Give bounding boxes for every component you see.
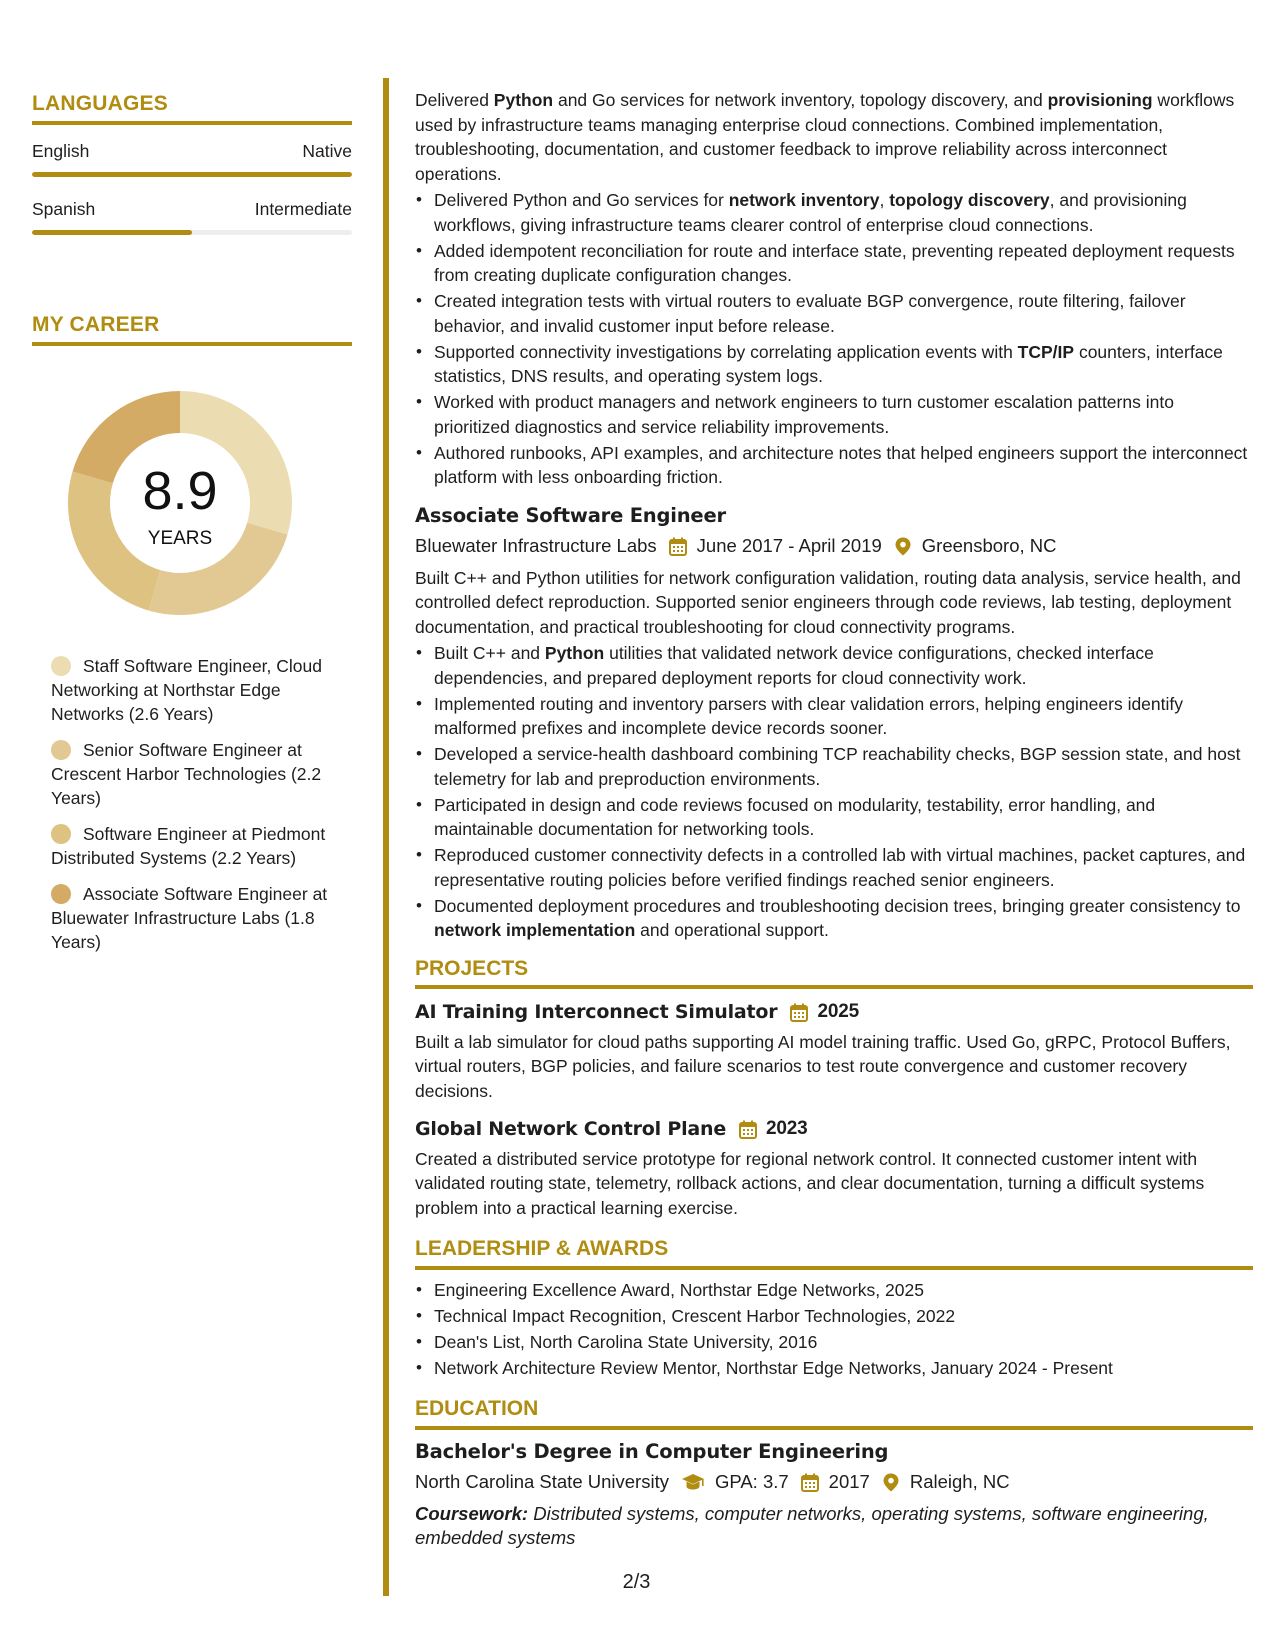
legend-item [51,882,341,954]
job-bullets [415,188,1253,490]
job-summary: Built C++ and Python utilities for network configuration validation, routing data analysis, service health, and controlled defect reproduction. Supported senior engineers through code reviews, lab testing, deployment documentation, and practical troubleshooting for cloud connectivity programs. [415,567,1241,637]
job-meta [415,534,1253,559]
location-pin-icon [882,1473,900,1492]
company-name: Bluewater Infrastructure Labs [415,535,657,556]
main-content [415,88,1253,1550]
calendar-icon [801,1473,819,1492]
bullet-item: • Worked with product managers and network engineers to turn customer escalation patterns into prioritized diagnostics and service reliability improvements. [415,390,1253,439]
awards-list [415,1278,1253,1381]
bullet-item: • Built C++ and Python utilities that validated network device configurations, checked interface dependencies, and prepared deployment reports for cloud connectivity work. [415,641,1253,690]
legend-item [51,822,341,870]
graduation-year: 2017 [828,1471,870,1492]
legend-dot [51,884,71,904]
legend-label: Staff Software Engineer, Cloud Networking at Northstar Edge Networks (2.6 Years) [51,656,322,724]
calendar-icon [669,537,687,556]
bullet-item: • Participated in design and code reviews focused on modularity, testability, error handling, and maintainable documentation for networking tools. [415,793,1253,842]
language-proficiency-fill [32,230,192,235]
project-title: Global Network Control Plane [415,1118,727,1140]
graduation-cap-icon [681,1473,705,1492]
education-heading: EDUCATION [415,1397,1253,1430]
language-proficiency-bar [32,172,352,177]
career-heading: MY CAREER [32,313,352,346]
column-divider [383,78,389,1596]
job-title: Associate Software Engineer [415,503,726,527]
legend-dot [51,740,71,760]
bullet-item: • Delivered Python and Go services for network inventory, topology discovery, and provisioning workflows, giving infrastructure teams clearer control of enterprise cloud connections. [415,188,1253,237]
projects-heading: PROJECTS [415,957,1253,990]
gpa: GPA: 3.7 [714,1471,789,1492]
education-meta [415,1470,1253,1495]
coursework [415,1502,1253,1550]
school-name: North Carolina State University [415,1471,669,1492]
legend-label: Associate Software Engineer at Bluewater Infrastructure Labs (1.8 Years) [51,884,328,952]
coursework-label: Coursework: [415,1502,529,1524]
legend-label: Software Engineer at Piedmont Distributed Systems (2.2 Years) [51,824,326,868]
language-proficiency-bar [32,230,352,235]
language-english [32,141,352,177]
page-number-text: 2/3 [622,1571,651,1593]
calendar-icon [739,1120,757,1139]
project-year: 2023 [766,1118,808,1139]
project-description: Created a distributed service prototype for regional network control. It connected customer intent with validated routing state, telemetry, rollback actions, and clear documentation, turning a difficult systems problem into a practical learning exercise. [415,1148,1205,1218]
coursework-list: Distributed systems, computer networks, operating systems, software engineering, embedded systems [415,1502,1209,1548]
bullet-item: • Authored runbooks, API examples, and architecture notes that helped engineers support the interconnect platform with less onboarding friction. [415,441,1253,490]
language-proficiency-fill [32,172,352,177]
location-pin-icon [894,537,912,556]
language-name: English [32,141,90,161]
award-item: • Network Architecture Review Mentor, Northstar Edge Networks, January 2024 - Present [415,1356,1253,1381]
sidebar [32,92,352,966]
career-total-years: 8.9 [142,461,218,521]
legend-dot [51,824,71,844]
degree-title: Bachelor's Degree in Computer Engineering [415,1439,889,1463]
project-year: 2025 [817,1001,859,1022]
job-location: Greensboro, NC [921,535,1057,556]
award-item: • Dean's List, North Carolina State University, 2016 [415,1330,1253,1355]
job-dates: June 2017 - April 2019 [696,535,882,556]
bullet-item: • Implemented routing and inventory parsers with clear validation errors, helping engineers identify malformed prefixes and incomplete device records sooner. [415,692,1253,741]
legend-dot [51,656,71,676]
job-bullets [415,641,1253,943]
page-number [0,1571,1275,1594]
award-item: • Engineering Excellence Award, Northstar Edge Networks, 2025 [415,1278,1253,1303]
bullet-item: • Developed a service-health dashboard combining TCP reachability checks, BGP session state, and host telemetry for lab and preproduction environments. [415,742,1253,791]
language-spanish [32,199,352,235]
bullet-item: • Created integration tests with virtual routers to evaluate BGP convergence, route filtering, failover behavior, and invalid customer input before release. [415,289,1253,338]
language-name: Spanish [32,199,96,219]
bullet-item: • Reproduced customer connectivity defects in a controlled lab with virtual machines, packet captures, and representative routing policies before verified findings reached senior engineers. [415,843,1253,892]
award-item: • Technical Impact Recognition, Crescent Harbor Technologies, 2022 [415,1304,1253,1329]
career-years-label: YEARS [147,528,213,549]
project-description: Built a lab simulator for cloud paths supporting AI model training traffic. Used Go, gRPC, Protocol Buffers, virtual routers, BGP policies, and failure scenarios to test route convergence and customer recovery decisions. [415,1031,1231,1101]
job-summary: Delivered Python and Go services for network inventory, topology discovery, and provisioning workflows used by infrastructure teams managing enterprise cloud connections. Combined implementation, troubleshooting, documentation, and customer feedback to improve reliability across interconnect operations. [415,90,1235,184]
project-title-row [415,1117,1253,1142]
bullet-item: • Added idempotent reconciliation for route and interface state, preventing repeated deployment requests from creating duplicate configuration changes. [415,239,1253,288]
legend-item [51,654,341,726]
career-legend [51,654,341,954]
legend-item [51,738,341,810]
awards-heading: LEADERSHIP & AWARDS [415,1237,1253,1270]
language-level: Native [302,141,352,161]
career-donut-chart [67,390,293,616]
project-title-row [415,1000,1253,1025]
bullet-item: • Supported connectivity investigations by correlating application events with TCP/IP counters, interface statistics, DNS results, and operating system logs. [415,340,1253,389]
language-level: Intermediate [254,199,352,219]
bullet-item: • Documented deployment procedures and troubleshooting decision trees, bringing greater consistency to network implementation and operational support. [415,894,1253,943]
project-title: AI Training Interconnect Simulator [415,1001,778,1023]
calendar-icon [790,1003,808,1022]
languages-heading: LANGUAGES [32,92,352,125]
school-location: Raleigh, NC [909,1471,1010,1492]
legend-label: Senior Software Engineer at Crescent Harbor Technologies (2.2 Years) [51,740,322,808]
